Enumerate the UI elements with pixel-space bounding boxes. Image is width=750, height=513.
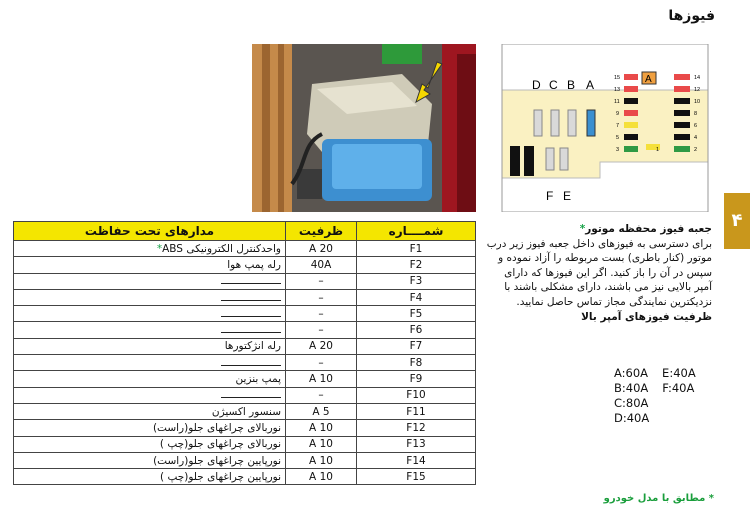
diagram-left-number: 5 bbox=[616, 135, 620, 141]
amp-row bbox=[614, 396, 696, 411]
fuse-capacity: – bbox=[286, 387, 357, 403]
diagram-right-number: 10 bbox=[694, 99, 701, 105]
fuse-circuit bbox=[14, 241, 286, 257]
fuse-capacity: 20 A bbox=[286, 338, 357, 354]
fuse-circuit bbox=[14, 403, 286, 419]
chapter-tab: ۴ bbox=[724, 193, 750, 249]
amp-row bbox=[614, 366, 696, 381]
fuse-capacity: 10 A bbox=[286, 420, 357, 436]
diagram-right-number: 4 bbox=[694, 135, 698, 141]
circuit-label: سنسور اکسیژن bbox=[211, 405, 281, 418]
amp-rating: D:40A bbox=[614, 411, 650, 425]
fuse-circuit bbox=[14, 273, 286, 289]
fuse-circuit bbox=[14, 322, 286, 338]
fuse-number: F14 bbox=[357, 452, 476, 468]
fuse-capacity: – bbox=[286, 322, 357, 338]
fuse-number: F1 bbox=[357, 241, 476, 257]
fuse-circuit bbox=[14, 452, 286, 468]
amp-rating: E:40A bbox=[662, 366, 696, 380]
amp-row bbox=[614, 381, 696, 396]
table-row bbox=[14, 403, 476, 419]
empty-circuit-line bbox=[221, 389, 281, 398]
header-capacity: ظرفیت bbox=[286, 222, 357, 241]
table-row bbox=[14, 289, 476, 305]
table-row bbox=[14, 420, 476, 436]
diagram-right-number: 6 bbox=[694, 123, 698, 129]
diagram-right-number: 12 bbox=[694, 87, 701, 93]
fuse-capacity: 5 A bbox=[286, 403, 357, 419]
info-heading-star: * bbox=[579, 223, 586, 235]
table-row bbox=[14, 469, 476, 485]
circuit-label: نوربالای چراغهای جلو(راست) bbox=[152, 421, 281, 434]
fuse-circuit bbox=[14, 387, 286, 403]
diagram-right-number: 8 bbox=[694, 111, 698, 117]
fuse-capacity: – bbox=[286, 306, 357, 322]
empty-circuit-line bbox=[221, 292, 281, 301]
table-row bbox=[14, 387, 476, 403]
diagram-top-letter: A bbox=[586, 78, 595, 92]
table-row bbox=[14, 338, 476, 354]
fuse-capacity: 10 A bbox=[286, 436, 357, 452]
fuse-circuit bbox=[14, 338, 286, 354]
circuit-label: نوربالای چراغهای جلو(چپ ) bbox=[159, 438, 281, 451]
amp-rating: C:80A bbox=[614, 396, 649, 410]
info-heading: جعبه فیوز محفظه موتور* bbox=[579, 223, 712, 235]
page-title: فیوزها bbox=[668, 8, 715, 24]
info-panel bbox=[486, 222, 712, 324]
circuit-label: رله انژکتورها bbox=[224, 340, 281, 353]
table-row bbox=[14, 322, 476, 338]
fuse-number: F12 bbox=[357, 420, 476, 436]
fuse-table-body bbox=[14, 241, 476, 485]
fuse-number: F13 bbox=[357, 436, 476, 452]
diagram-left-number: 9 bbox=[616, 111, 620, 117]
table-row bbox=[14, 273, 476, 289]
diagram-left-number: 3 bbox=[616, 147, 620, 153]
fuse-capacity: 20 A bbox=[286, 241, 357, 257]
fuse-circuit bbox=[14, 436, 286, 452]
circuit-label: پمپ بنزین bbox=[235, 373, 281, 386]
table-header-row bbox=[14, 222, 476, 241]
amp-ratings bbox=[614, 366, 696, 426]
diagram-right-number: 2 bbox=[694, 147, 698, 153]
fuse-capacity: 40A bbox=[286, 257, 357, 273]
fuse-number: F4 bbox=[357, 289, 476, 305]
empty-circuit-line bbox=[221, 357, 281, 366]
amp-rating: B:40A bbox=[614, 381, 649, 395]
diagram-left-number: 11 bbox=[614, 99, 620, 105]
table-row bbox=[14, 452, 476, 468]
fuse-capacity: – bbox=[286, 289, 357, 305]
empty-circuit-line bbox=[221, 308, 281, 317]
header-circuits: مدارهای تحت حفاظت bbox=[14, 222, 286, 241]
fuse-number: F15 bbox=[357, 469, 476, 485]
amp-rating: F:40A bbox=[662, 381, 695, 395]
diagram-left-number: 13 bbox=[614, 87, 621, 93]
fuse-capacity: 10 A bbox=[286, 371, 357, 387]
footnote: * مطابق با مدل خودرو bbox=[603, 493, 714, 504]
fuse-circuit bbox=[14, 371, 286, 387]
diagram-bottom-letter: F bbox=[546, 189, 554, 203]
fuse-number: F5 bbox=[357, 306, 476, 322]
table-row bbox=[14, 241, 476, 257]
fuse-circuit bbox=[14, 306, 286, 322]
info-subheading: ظرفیت فیوزهای آمپر بالا bbox=[581, 310, 712, 323]
fuse-number: F8 bbox=[357, 355, 476, 371]
diagram-top-letter: D bbox=[532, 78, 541, 92]
diagram-center-letter: A bbox=[645, 74, 652, 85]
fuse-circuit bbox=[14, 257, 286, 273]
circuit-label: واحدکنترل الکترونیکی ABS bbox=[162, 242, 281, 255]
engine-bay-photo bbox=[252, 44, 476, 212]
circuit-label: نورپایین چراغهای جلو(راست) bbox=[153, 454, 281, 467]
fuse-box-diagram bbox=[494, 44, 714, 212]
diagram-top-letter: B bbox=[567, 78, 576, 92]
fuse-circuit bbox=[14, 420, 286, 436]
circuit-star: * bbox=[156, 242, 163, 255]
circuit-label: نورپایین چراغهای جلو(چپ ) bbox=[160, 470, 281, 483]
amp-rating: A:60A bbox=[614, 366, 649, 380]
circuit-label: رله پمپ هوا bbox=[227, 258, 281, 271]
fuse-number: F9 bbox=[357, 371, 476, 387]
fuse-number: F2 bbox=[357, 257, 476, 273]
fuse-number: F7 bbox=[357, 338, 476, 354]
diagram-right-number: 14 bbox=[694, 75, 701, 81]
diagram-left-number: 7 bbox=[616, 123, 620, 129]
amp-row bbox=[614, 411, 696, 426]
table-row bbox=[14, 371, 476, 387]
info-body: برای دسترسی به فیوزهای داخل جعبه فیوز زیر درب موتور (کنار باطری) بست مربوطه را آزاد نموده و سپس در آن را باز کنید. اگر این فیوزها که دارای آمپر بالایی نیز می باشند، دارای مشکلی باشند با نزدیکترین نمایندگی مجاز تماس حاصل نمایید. bbox=[486, 237, 712, 308]
fuse-number: F6 bbox=[357, 322, 476, 338]
diagram-left-number: 1 bbox=[656, 147, 660, 153]
fuse-table bbox=[13, 221, 476, 485]
fuse-circuit bbox=[14, 355, 286, 371]
diagram-top-letter: C bbox=[549, 78, 558, 92]
fuse-capacity: 10 A bbox=[286, 469, 357, 485]
header-number: شمــــاره bbox=[357, 222, 476, 241]
table-row bbox=[14, 355, 476, 371]
fuse-capacity: 10 A bbox=[286, 452, 357, 468]
diagram-left-number: 15 bbox=[614, 75, 621, 81]
fuse-capacity: – bbox=[286, 355, 357, 371]
fuse-number: F10 bbox=[357, 387, 476, 403]
table-row bbox=[14, 436, 476, 452]
fuse-circuit bbox=[14, 289, 286, 305]
table-row bbox=[14, 306, 476, 322]
empty-circuit-line bbox=[221, 324, 281, 333]
fuse-number: F3 bbox=[357, 273, 476, 289]
table-row bbox=[14, 257, 476, 273]
fuse-circuit bbox=[14, 469, 286, 485]
fuse-capacity: – bbox=[286, 273, 357, 289]
diagram-bottom-letter: E bbox=[563, 189, 572, 203]
fuse-number: F11 bbox=[357, 403, 476, 419]
empty-circuit-line bbox=[221, 275, 281, 284]
